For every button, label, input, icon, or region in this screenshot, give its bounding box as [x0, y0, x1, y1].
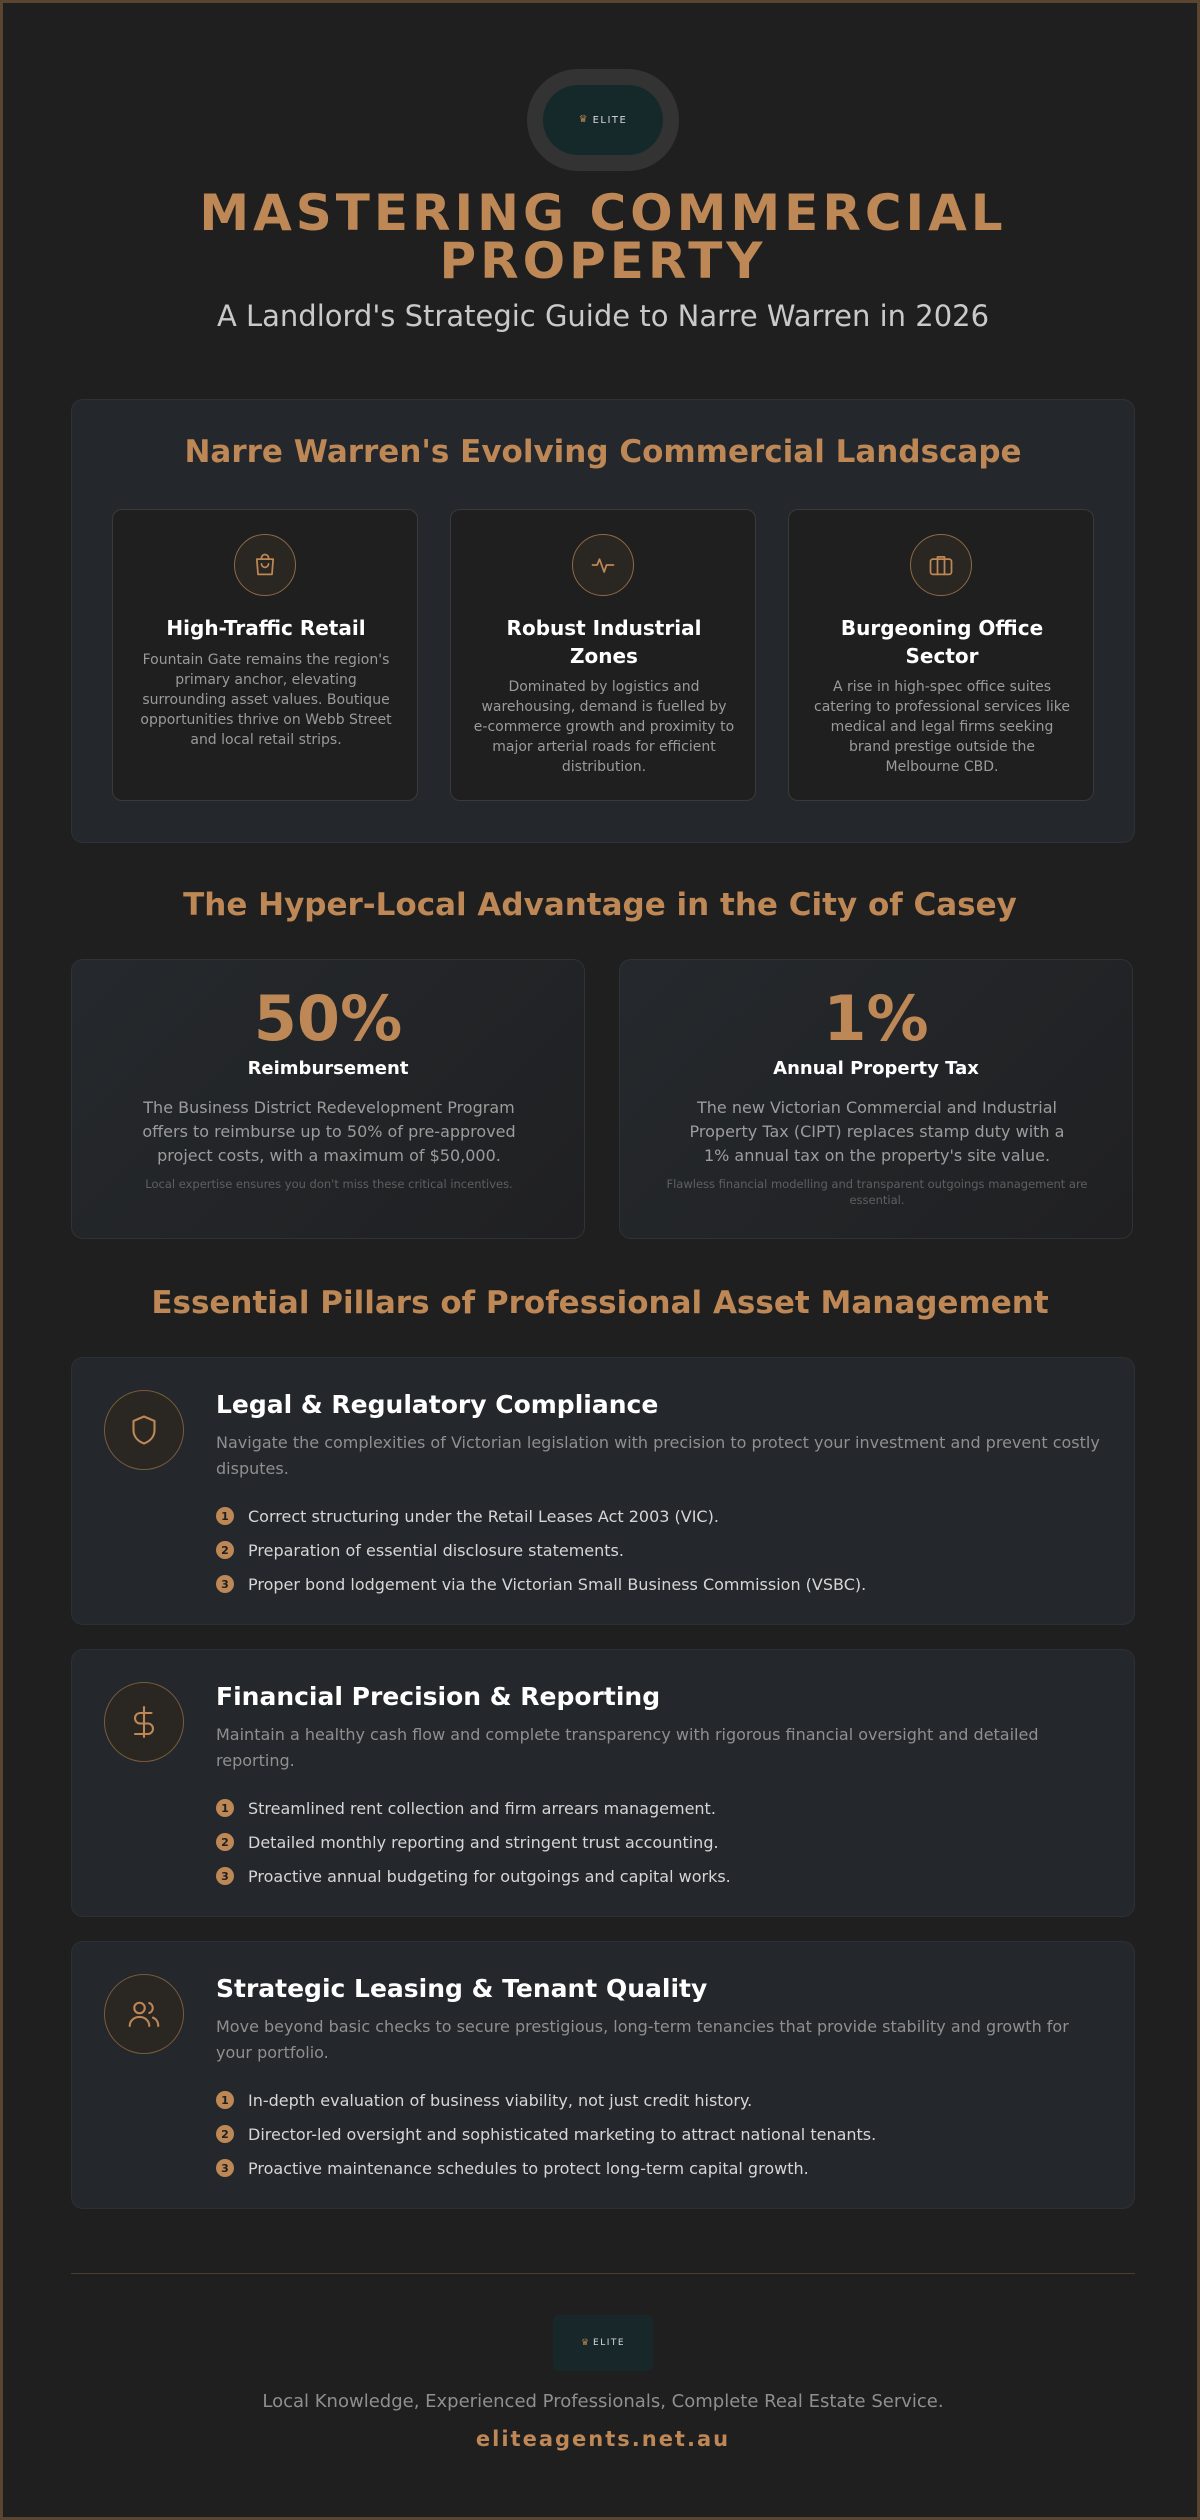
pillar-leasing [71, 1941, 1135, 2209]
point-text: In-depth evaluation of business viability, not just credit history. [248, 2090, 753, 2110]
stat-value: 1% [823, 982, 929, 1055]
activity-icon [572, 534, 634, 596]
landscape-card-title: Burgeoning Office Sector [840, 616, 1044, 668]
number-badge: 1 [216, 2091, 234, 2109]
stat-card-property-tax [619, 959, 1133, 1239]
footer-tagline: Local Knowledge, Experienced Professionals, Complete Real Estate Service. [262, 2391, 944, 2412]
stat-note: Flawless financial modelling and transparent outgoings management are essential. [666, 1177, 1088, 1207]
landscape-card-title: High-Traffic Retail [166, 616, 366, 640]
landscape-card-retail [112, 509, 418, 801]
logo-word: ELITE [593, 2338, 626, 2348]
list-item [216, 2151, 876, 2185]
list-item [216, 1499, 866, 1533]
briefcase-icon [910, 534, 972, 596]
pillar-title: Legal & Regulatory Compliance [216, 1390, 659, 1419]
number-badge: 1 [216, 1799, 234, 1817]
pillar-description: Move beyond basic checks to secure prestigious, long-term tenancies that provide stability and growth for your portfolio. [216, 2017, 1069, 2062]
shield-icon [104, 1390, 184, 1470]
list-item [216, 2117, 876, 2151]
logo-word: ELITE [592, 114, 628, 126]
point-text: Correct structuring under the Retail Leases Act 2003 (VIC). [248, 1506, 719, 1526]
number-badge: 3 [216, 1575, 234, 1593]
logo-badge [543, 85, 663, 155]
list-item [216, 1825, 731, 1859]
header-logo[interactable] [527, 69, 679, 171]
stat-card-reimbursement [71, 959, 585, 1239]
pillar-title: Strategic Leasing & Tenant Quality [216, 1974, 708, 2003]
landscape-card-industrial [450, 509, 756, 801]
users-icon [104, 1974, 184, 2054]
landscape-card-office [788, 509, 1094, 801]
stat-text: The new Victorian Commercial and Industrial Property Tax (CIPT) replaces stamp duty with a 1% annual tax on the property's site value. [689, 1098, 1065, 1165]
point-text: Proper bond lodgement via the Victorian Small Business Commission (VSBC). [248, 1574, 867, 1594]
list-item [216, 1791, 731, 1825]
pillar-points [216, 1791, 731, 1893]
crown-icon: ♛ [580, 2337, 590, 2348]
stat-note: Local expertise ensures you don't miss these critical incentives. [145, 1177, 513, 1191]
number-badge: 1 [216, 1507, 234, 1525]
stat-label: Annual Property Tax [773, 1058, 979, 1079]
list-item [216, 1859, 731, 1893]
page-title [103, 184, 1103, 290]
pillars-heading: Essential Pillars of Professional Asset Management [151, 1285, 1049, 1321]
page-subtitle: A Landlord's Strategic Guide to Narre Warren in 2026 [216, 299, 990, 333]
pillar-description: Maintain a healthy cash flow and complete transparency with rigorous financial oversight and detailed reporting. [216, 1725, 1039, 1770]
pillar-points [216, 2083, 876, 2185]
title-line-2: PROPERTY [439, 232, 767, 290]
number-badge: 2 [216, 1833, 234, 1851]
pillar-description: Navigate the complexities of Victorian legislation with precision to protect your investment and prevent costly disputes. [216, 1433, 1100, 1478]
shopping-bag-icon [234, 534, 296, 596]
point-text: Streamlined rent collection and firm arrears management. [248, 1798, 716, 1818]
list-item [216, 2083, 876, 2117]
crown-icon: ♛ [578, 114, 588, 125]
number-badge: 3 [216, 1867, 234, 1885]
footer-website-link[interactable]: eliteagents.net.au [475, 2427, 731, 2451]
landscape-heading: Narre Warren's Evolving Commercial Landscape [184, 434, 1022, 470]
landscape-card-text: Dominated by logistics and warehousing, demand is fuelled by e-commerce growth and proximity to major arterial roads for efficient distribution. [473, 679, 735, 775]
list-item [216, 1567, 866, 1601]
number-badge: 3 [216, 2159, 234, 2177]
number-badge: 2 [216, 2125, 234, 2143]
landscape-card-text: A rise in high-spec office suites catering to professional services like medical and legal firms seeking brand prestige outside the Melbourne CBD. [814, 679, 1070, 775]
footer-logo[interactable] [553, 2315, 653, 2371]
pillar-legal [71, 1357, 1135, 1625]
point-text: Detailed monthly reporting and stringent trust accounting. [248, 1832, 719, 1852]
pillar-financial [71, 1649, 1135, 1917]
dollar-icon [104, 1682, 184, 1762]
pillar-title: Financial Precision & Reporting [216, 1682, 661, 1711]
landscape-card-title: Robust Industrial Zones [506, 616, 702, 668]
list-item [216, 1533, 866, 1567]
footer-divider [71, 2273, 1135, 2274]
pillar-points [216, 1499, 866, 1601]
landscape-section [71, 399, 1135, 843]
advantage-heading: The Hyper-Local Advantage in the City of Casey [183, 887, 1017, 923]
number-badge: 2 [216, 1541, 234, 1559]
point-text: Preparation of essential disclosure statements. [248, 1540, 624, 1560]
point-text: Director-led oversight and sophisticated marketing to attract national tenants. [248, 2124, 877, 2144]
stat-label: Reimbursement [247, 1058, 409, 1079]
stat-value: 50% [253, 982, 403, 1055]
stat-text: The Business District Redevelopment Program offers to reimburse up to 50% of pre-approved project costs, with a maximum of $50,000. [142, 1098, 516, 1165]
point-text: Proactive maintenance schedules to protect long-term capital growth. [248, 2158, 809, 2178]
point-text: Proactive annual budgeting for outgoings and capital works. [248, 1866, 731, 1886]
landscape-card-text: Fountain Gate remains the region's primary anchor, elevating surrounding asset values. Boutique opportunities thrive on Webb Street and local retail strips. [140, 652, 392, 748]
title-line-1: MASTERING COMMERCIAL [199, 184, 1007, 242]
